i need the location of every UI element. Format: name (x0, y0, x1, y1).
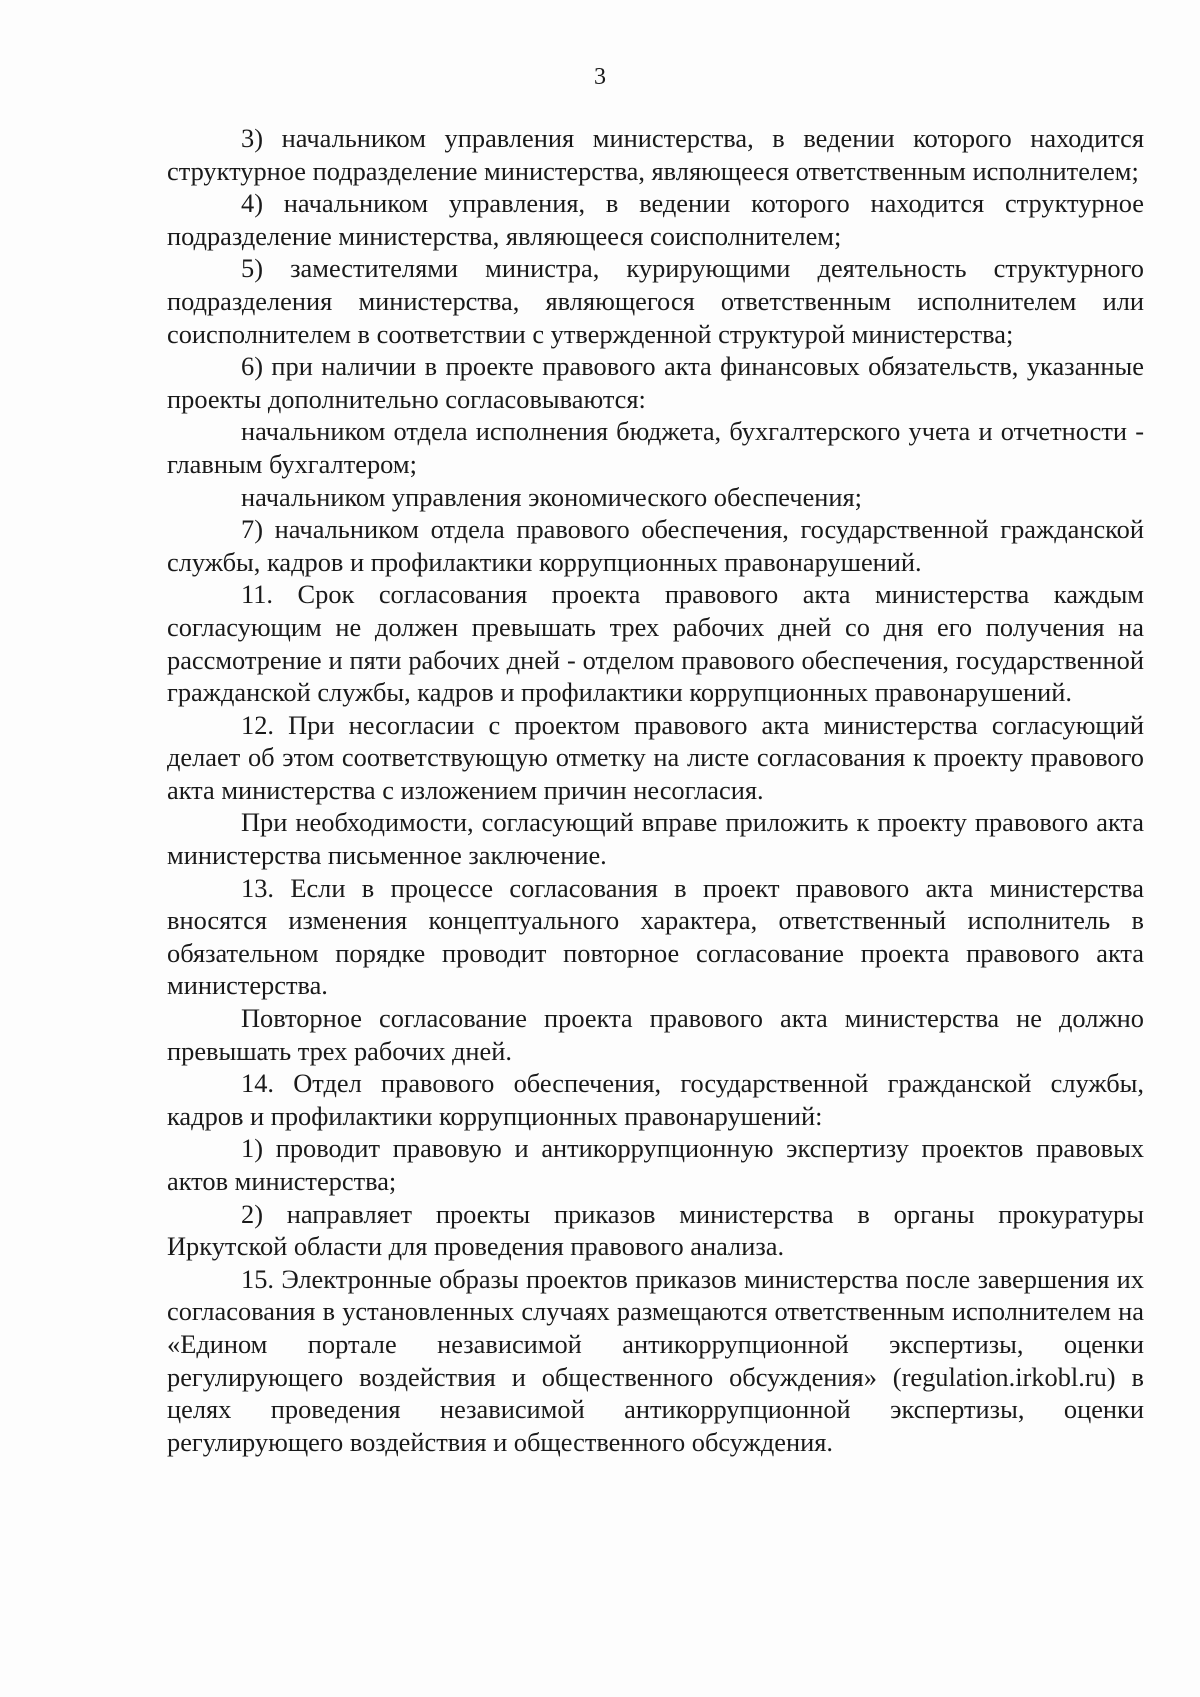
document-body (167, 122, 1144, 1458)
paragraph: 4) начальником управления, в ведении которого находится структурное подразделение министерства, являющееся соисполнителем; (167, 188, 1144, 251)
paragraph: начальником отдела исполнения бюджета, бухгалтерского учета и отчетности - главным бухгалтером; (167, 416, 1144, 479)
page-number: 3 (594, 64, 606, 90)
paragraph: При необходимости, согласующий вправе приложить к проекту правового акта министерства письменное заключение. (167, 807, 1144, 871)
paragraph: 5) заместителями министра, курирующими деятельность структурного подразделения министерства, являющегося ответственным исполнителем или соисполнителем в соответствии с утвержденной структурой министерства; (167, 253, 1144, 349)
paragraph: 3) начальником управления министерства, в ведении которого находится структурное подразделение министерства, являющееся ответственным исполнителем; (167, 123, 1144, 186)
paragraph: 2) направляет проекты приказов министерства в органы прокуратуры Иркутской области для проведения правового анализа. (167, 1198, 1144, 1262)
paragraph: 15. Электронные образы проектов приказов министерства после завершения их согласования в установленных случаях размещаются ответственным исполнителем на «Едином портале независимой антикоррупционной экспертизы, оценки регулирующего воздействия и общественного обсуждения» (regulation.irkobl.ru) в целях проведения независимой антикоррупционной экспертизы, оценки регулирующего воздействия и общественного обсуждения. (167, 1263, 1144, 1457)
paragraph: Повторное согласование проекта правового акта министерства не должно превышать трех рабочих дней. (167, 1003, 1144, 1066)
paragraph: 11. Срок согласования проекта правового акта министерства каждым согласующим не должен превышать трех рабочих дней со дня его получения на рассмотрение и пяти рабочих дней - отделом правового обеспечения, государственной гражданской службы, кадров и профилактики коррупционных правонарушений. (167, 579, 1144, 708)
paragraph: 1) проводит правовую и антикоррупционную экспертизу проектов правовых актов министерства; (167, 1133, 1144, 1196)
paragraph: начальником управления экономического обеспечения; (241, 481, 863, 512)
paragraph: 6) при наличии в проекте правового акта финансовых обязательств, указанные проекты дополнительно согласовываются: (167, 351, 1144, 414)
paragraph: 7) начальником отдела правового обеспечения, государственной гражданской службы, кадров и профилактики коррупционных правонарушений. (167, 514, 1144, 577)
paragraph: 12. При несогласии с проектом правового акта министерства согласующий делает об этом соответствующую отметку на листе согласования к проекту правового акта министерства с изложением причин несогласия. (167, 709, 1144, 805)
paragraph: 13. Если в процессе согласования в проект правового акта министерства вносятся изменения концептуального характера, ответственный исполнитель в обязательном порядке проводит повторное согласование проекта правового акта министерства. (167, 872, 1144, 1001)
paragraph: 14. Отдел правового обеспечения, государственной гражданской службы, кадров и профилактики коррупционных правонарушений: (167, 1068, 1144, 1131)
